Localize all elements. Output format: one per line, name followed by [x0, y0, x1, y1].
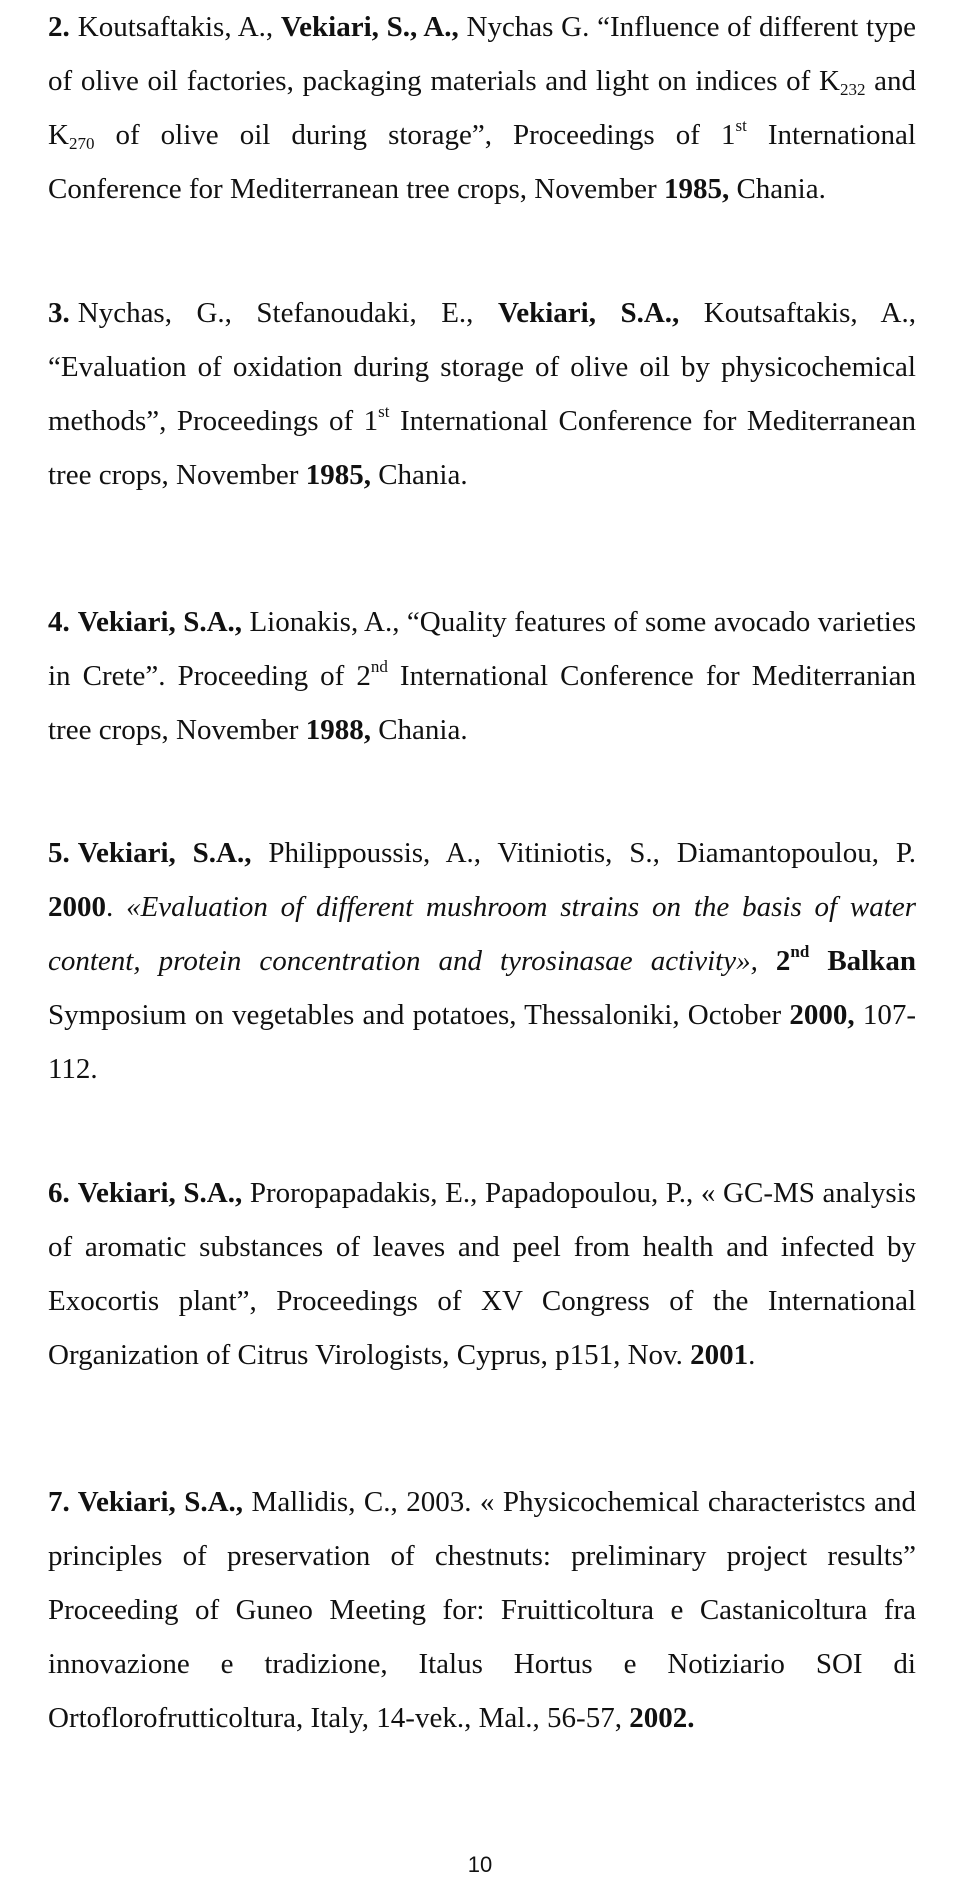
reference-text: Philippoussis, A., Vitiniotis, S., Diamantopoulou, P. [251, 837, 916, 869]
reference-entry-5 [48, 826, 916, 1096]
reference-text: Chania. [729, 173, 826, 205]
superscript: nd [370, 657, 388, 676]
reference-text: Koutsaftakis, A., [77, 11, 281, 43]
reference-year: 2000, [789, 999, 855, 1031]
reference-text: Lionakis, A., “Quality features of some avocado varieties in Crete”. Proceeding of 2 [48, 606, 916, 692]
reference-number: 3. [48, 297, 70, 329]
reference-text: of olive oil during storage”, Proceedings of 1 [94, 119, 736, 151]
reference-text: Proropapadakis, E., Papadopoulou, P., « GC-MS analysis of aromatic substances of leaves and peel from health and infected by Exocortis plant”, Proceedings of XV Congress of the International Organization of Citrus Virologists, Cyprus, p151, Nov. [48, 1177, 916, 1371]
superscript: st [735, 116, 747, 135]
reference-text: Mallidis, C., 2003. « Physicochemical characteristcs and principles of preservation of chestnuts: preliminary project results” Proceeding of Guneo Meeting for: Fruitticoltura e Castanicoltura fra innovazione e tradizione, Italus Hortus e Notiziario SOI di Ortoflorofrutticoltura, Italy, 14-vek., Mal., 56-57, [48, 1486, 916, 1734]
reference-text: . [748, 1339, 756, 1371]
reference-text: 107-112. [48, 999, 916, 1085]
reference-text: International Conference for Mediterranean tree crops, November [48, 119, 916, 205]
superscript: nd [790, 942, 810, 961]
reference-entry-6 [48, 1166, 916, 1382]
subscript: 232 [839, 80, 866, 99]
reference-text: International Conference for Mediterranean tree crops, November [48, 405, 916, 491]
reference-year: 2000 [48, 891, 106, 923]
reference-text: Chania. [370, 714, 468, 746]
reference-entry-3 [48, 286, 916, 502]
reference-author-highlight: Vekiari, S.A., [77, 606, 243, 638]
reference-year: 2001 [690, 1339, 749, 1371]
superscript: st [378, 402, 390, 421]
reference-event-number: 2 [775, 945, 791, 977]
reference-text [758, 945, 776, 977]
reference-year: 2002. [629, 1702, 695, 1734]
reference-text: and K [48, 65, 916, 151]
reference-entry-2 [48, 0, 916, 216]
reference-author-highlight: Vekiari, S.A., [497, 297, 680, 329]
reference-author-highlight: Vekiari, S.A., [77, 1177, 243, 1209]
reference-number: 2. [48, 11, 70, 43]
reference-title-italic: «Evaluation of different mushroom strains on the basis of water content, protein concentration and tyrosinasae activity», [48, 891, 916, 977]
reference-text: International Conference for Mediterranian tree crops, November [48, 660, 916, 746]
subscript: 270 [68, 134, 95, 153]
reference-year: 1985, [305, 459, 371, 491]
reference-year: 1988, [305, 714, 371, 746]
reference-number: 7. [48, 1486, 70, 1518]
reference-text: Nychas G. “Influence of different type of olive oil factories, packaging materials and light on indices of K [48, 11, 916, 97]
reference-entry-4 [48, 595, 916, 757]
reference-event-name: Balkan [809, 945, 916, 977]
reference-number: 5. [48, 837, 70, 869]
reference-text: Symposium on vegetables and potatoes, Thessaloniki, October [48, 999, 790, 1031]
reference-text: . [106, 891, 127, 923]
reference-year: 1985, [663, 173, 730, 205]
page-number: 10 [467, 1852, 493, 1877]
reference-author-highlight: Vekiari, S., A., [280, 11, 459, 43]
reference-text: Nychas, G., Stefanoudaki, E., [77, 297, 498, 329]
reference-entry-7 [48, 1475, 916, 1745]
reference-text: Chania. [370, 459, 468, 491]
reference-text: Koutsaftakis, A., “Evaluation of oxidation during storage of olive oil by physicochemical methods”, Proceedings of 1 [48, 297, 916, 437]
reference-number: 4. [48, 606, 70, 638]
reference-author-highlight: Vekiari, S.A., [77, 837, 252, 869]
reference-number: 6. [48, 1177, 70, 1209]
reference-author-highlight: Vekiari, S.A., [77, 1486, 244, 1518]
